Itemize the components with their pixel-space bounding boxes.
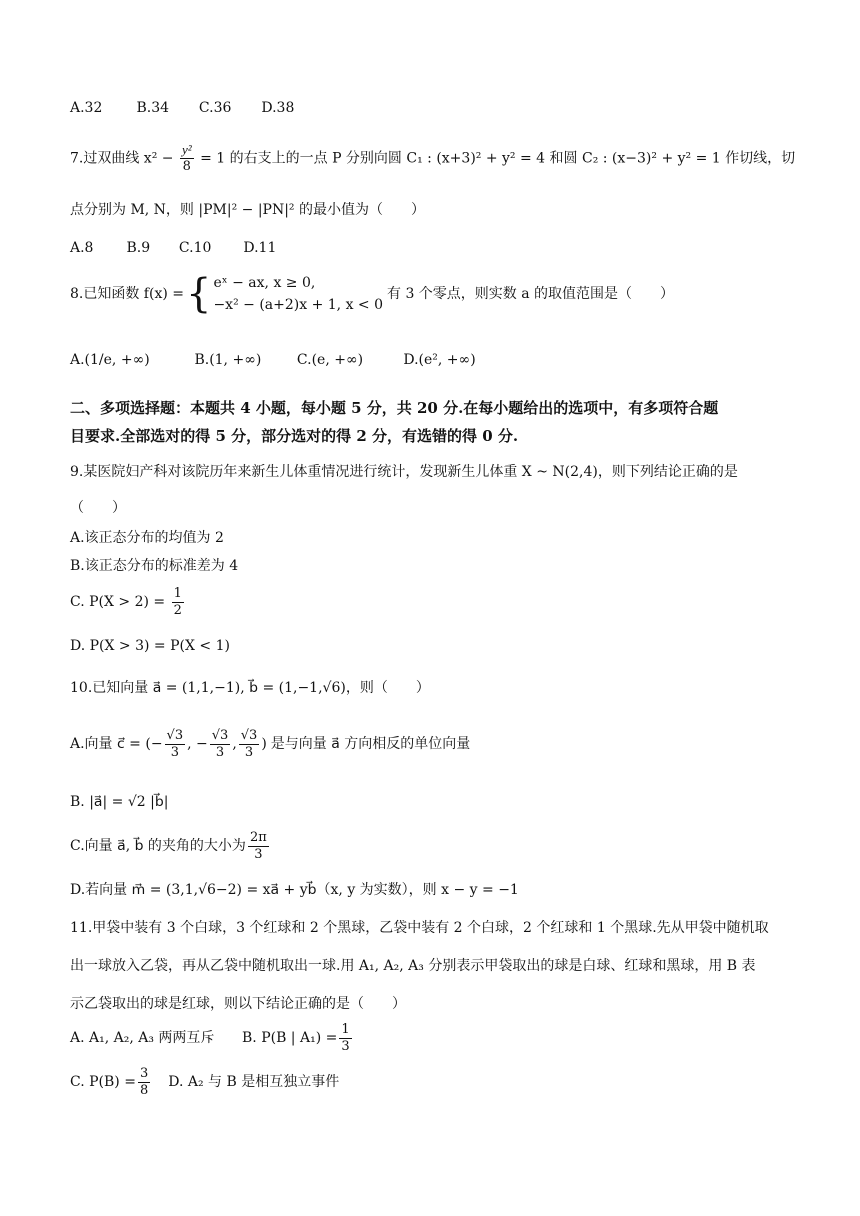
q6-option-d: D.38 [261, 100, 295, 116]
section2-heading-line1: 二、多项选择题：本题共 4 小题，每小题 5 分，共 20 分.在每小题给出的选项中，有多项符合题 [70, 399, 719, 417]
q7-option-d: D.11 [243, 240, 277, 256]
q10-option-a-post: 是与向量 a⃗ 方向相反的单位向量 [270, 736, 471, 752]
q7-fraction [180, 142, 194, 175]
q7-stem-post: = 1 的右支上的一点 P 分别向圆 C₁ : (x+3)² + y² = 4 和圆 C₂ : (x−3)² + y² = 1 作切线，切 [200, 150, 796, 167]
q11-stem-line3: 示乙袋取出的球是红球，则以下结论正确的是（ ） [70, 996, 406, 1012]
q11-option-c-pre: C. P(B) = [70, 1074, 136, 1090]
q11-options-row1 [70, 1018, 800, 1058]
q8-option-a: A.(1/e, +∞) [70, 352, 150, 368]
q9-option-c-fraction [172, 586, 184, 619]
q10-option-b: B. |a⃗| = √2 |b⃗| [70, 794, 169, 810]
q7-fraction-num: y² [181, 142, 192, 157]
q7-stem-line1 [70, 142, 800, 175]
q7-option-c: C.10 [178, 240, 212, 256]
q10-option-c-pre: C.向量 a⃗, b⃗ 的夹角的大小为 [70, 838, 246, 854]
q6-option-b: B.34 [136, 100, 170, 116]
q9-option-b: B.该正态分布的标准差为 4 [70, 558, 239, 574]
q7-stem-pre: 7.过双曲线 x² − [70, 150, 178, 167]
q11-stem-line1: 11.甲袋中装有 3 个白球，3 个红球和 2 个黑球，乙袋中装有 2 个白球，2 个红球和 1 个黑球.先从甲袋中随机取 [70, 920, 769, 936]
q7-options [70, 238, 800, 258]
q8-options [70, 350, 800, 370]
q10-option-a-frac2: $\frac{√3}{3}$ [211, 727, 229, 760]
q11-option-a: A. A₁, A₂, A₃ 两两互斥 [70, 1030, 215, 1046]
q8-stem-post: 有 3 个零点，则实数 a 的取值范围是（ ） [387, 286, 675, 302]
q6-option-a: A.32 [70, 100, 103, 116]
section2-heading-line2: 目要求.全部选对的得 5 分，部分选对的得 2 分，有选错的得 0 分. [70, 427, 519, 445]
q8-brace: { [186, 271, 212, 317]
q10-option-a: A.向量 c⃗ = ( − $\frac{√3}{3}$ , − $\frac{√3}{3}$ , $\frac{√3}{3}$ ) 是与向量 a⃗ 方向相反的单位向量 [70, 724, 800, 764]
q6-options [70, 98, 800, 118]
q7-stem-line2: 点分别为 M, N，则 |PM|² − |PN|² 的最小值为（ ） [70, 202, 425, 218]
q10-option-a-frac1: $\frac{√3}{3}$ [166, 727, 184, 760]
q7-option-a: A.8 [70, 240, 94, 256]
q9-option-a: A.该正态分布的均值为 2 [70, 530, 224, 546]
q8-option-b: B.(1, +∞) [194, 352, 262, 368]
q8-stem [70, 272, 800, 316]
q10-stem: 10.已知向量 a⃗ = (1,1,−1), b⃗ = (1,−1,√6)，则（ ） [70, 680, 430, 696]
q10-option-c [70, 826, 800, 866]
q11-option-c-fraction: $\frac{3}{8}$ [139, 1065, 149, 1098]
q8-option-c: C.(e, +∞) [296, 352, 364, 368]
q9-option-c-num: 1 [173, 585, 182, 601]
q9-stem-line2: （ ） [70, 500, 126, 516]
q8-case1: eˣ − ax, x ≥ 0, [213, 275, 316, 291]
q10-option-a-frac3: $\frac{√3}{3}$ [240, 727, 258, 760]
q9-option-c-pre: C. P(X > 2) = [70, 594, 166, 610]
q9-option-c-den: 2 [173, 602, 182, 618]
q10-option-d: D.若向量 m⃗ = (3,1,√6−2) = xa⃗ + yb⃗（x, y 为实数），则 x − y = −1 [70, 882, 519, 898]
q8-stem-pre: 8.已知函数 f(x) = [70, 286, 184, 302]
q8-case2: −x² − (a+2)x + 1, x < 0 [213, 297, 383, 313]
q11-options-row2 [70, 1062, 800, 1102]
q8-cases [213, 272, 383, 316]
q8-option-d: D.(e², +∞) [403, 352, 476, 368]
q11-stem-line2: 出一球放入乙袋，再从乙袋中随机取出一球.用 A₁, A₂, A₃ 分别表示甲袋取出的球是白球、红球和黑球，用 B 表 [70, 958, 756, 974]
q9-option-d: D. P(X > 3) = P(X < 1) [70, 638, 230, 654]
q7-option-b: B.9 [126, 240, 151, 256]
q9-option-c [70, 584, 800, 620]
q7-fraction-den: 8 [182, 159, 191, 174]
q6-option-c: C.36 [198, 100, 232, 116]
q11-option-b-fraction: $\frac{1}{3}$ [341, 1021, 350, 1054]
q11-option-b-pre: B. P(B | A₁) = [242, 1030, 338, 1046]
q11-option-d: D. A₂ 与 B 是相互独立事件 [168, 1074, 340, 1090]
q10-option-a-pre: A.向量 c⃗ = ( [70, 736, 151, 752]
q10-option-c-fraction: $\frac{2\pi}{3}$ [249, 829, 267, 862]
q9-stem-line1: 9.某医院妇产科对该院历年来新生儿体重情况进行统计，发现新生儿体重 X ~ N(2,4)，则下列结论正确的是 [70, 464, 738, 480]
